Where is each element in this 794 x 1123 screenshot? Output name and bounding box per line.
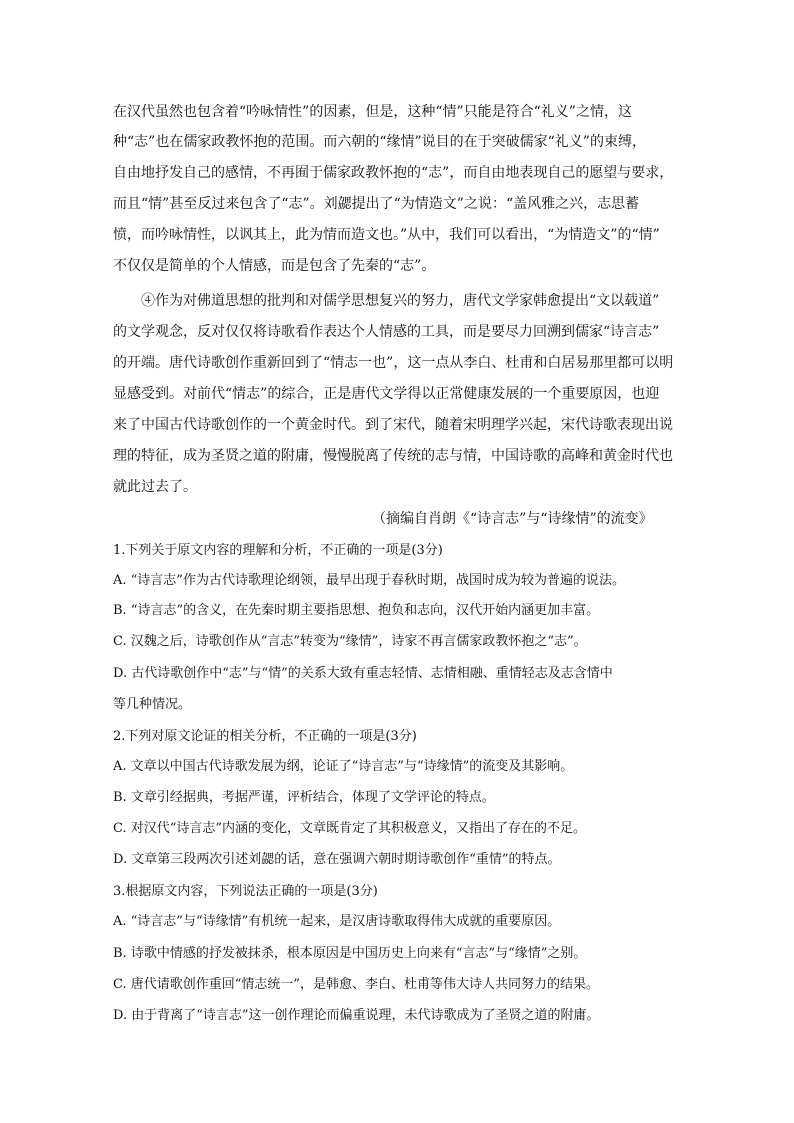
question-stem: 3.根据原文内容，下列说法正确的一项是(3分) xyxy=(113,884,378,899)
passage-line: 理的特征，成为圣贤之道的附庸，慢慢脱离了传统的志与情，中国诗歌的高峰和黄金时代也 xyxy=(113,448,673,464)
option-d-continued: 等几种情况。 xyxy=(113,697,192,712)
passage-line: 在汉代虽然也包含着“吟咏情性”的因素，但是，这种“情”只能是符合“礼义”之情，这 xyxy=(113,104,632,120)
source-citation: （摘编自肖朗《“诗言志”与“诗缘情”的流变》 xyxy=(372,511,653,527)
passage-line: 就此过去了。 xyxy=(113,479,197,495)
passage-line: 自由地抒发自己的感情，不再囿于儒家政教怀抱的“志”，而自由地表现自己的愿望与要求， xyxy=(113,165,674,181)
passage-line: ④作为对佛道思想的批判和对儒学思想复兴的努力，唐代文学家韩愈提出“文以载道” xyxy=(141,293,660,309)
passage-line: 来了中国古代诗歌创作的一个黄金时代。到了宋代，随着宋明理学兴起，宋代诗歌表现出说 xyxy=(113,417,673,433)
option-b: B. 文章引经据典，考据严谨，评析结合，体现了文学评论的特点。 xyxy=(113,790,495,805)
option-d: D. 文章第三段两次引述刘勰的话，意在强调六朝时期诗歌创作“重情”的特点。 xyxy=(113,852,561,867)
passage-line: 显感受到。对前代“情志”的综合，正是唐代文学得以正常健康发展的一个重要原因，也迎 xyxy=(113,386,660,402)
passage-line: 不仅仅是简单的个人情感，而是包含了先秦的“志”。 xyxy=(113,258,436,274)
passage-line: 愤，而吟咏情性，以讽其上，此为情而造文也。”从中，我们可以看出，“为情造文”的“情” xyxy=(113,227,660,243)
question-stem: 2.下列对原文论证的相关分析，不正确的一项是(3分) xyxy=(113,729,417,744)
option-d: D. 由于背离了“诗言志”这一创作理论而偏重说理，未代诗歌成为了圣贤之道的附庸。 xyxy=(113,1008,600,1023)
passage-line: 种“志”也在儒家政教怀抱的范围。而六朝的“缘情”说目的在于突破儒家“礼义”的束缚， xyxy=(113,134,646,150)
option-a: A. 文章以中国古代诗歌发展为纲，论证了“诗言志”与“诗缘情”的流变及其影响。 xyxy=(113,759,574,774)
question-stem: 1.下列关于原文内容的理解和分析，不正确的一项是(3分) xyxy=(113,543,443,558)
option-c: C. 唐代请歌创作重回“情志统一”，是韩愈、李白、杜甫等伟大诗人共同努力的结果。 xyxy=(113,977,600,992)
option-b: B. 诗歌中情感的抒发被抹杀，根本原因是中国历史上向来有“言志”与“缘情”之别。 xyxy=(113,946,587,961)
passage-line: 的开端。唐代诗歌创作重新回到了“情志一也”，这一点从李白、杜甫和白居易那里都可以明 xyxy=(113,355,674,371)
passage-line: 而且“情”甚至反过来包含了“志”。刘勰提出了“为情造文”之说：“盖风雅之兴，志思蓄 xyxy=(113,196,640,212)
option-d: D. 古代诗歌创作中“志”与“情”的关系大致有重志轻情、志情相融、重情轻志及志含情中 xyxy=(113,666,613,681)
option-c: C. 对汉代“诗言志”内涵的变化，文章既肯定了其积极意义，又指出了存在的不足。 xyxy=(113,821,587,836)
option-a: A. “诗言志”作为古代诗歌理论纲领，最早出现于春秋时期，战国时成为较为普遍的说法。 xyxy=(113,573,625,588)
option-b: B. “诗言志”的含义，在先秦时期主要指思想、抱负和志向，汉代开始内涵更加丰富。 xyxy=(113,603,600,618)
option-c: C. 汉魏之后，诗歌创作从“言志”转变为“缘情”，诗家不再言儒家政教怀抱之“志”。 xyxy=(113,634,587,649)
option-a: A. “诗言志”与“诗缘情”有机统一起来，是汉唐诗歌取得伟大成就的重要原因。 xyxy=(113,914,561,929)
passage-line: 的文学观念，反对仅仅将诗歌看作表达个人情感的工具，而是要尽力回溯到儒家“诗言志” xyxy=(113,324,660,340)
